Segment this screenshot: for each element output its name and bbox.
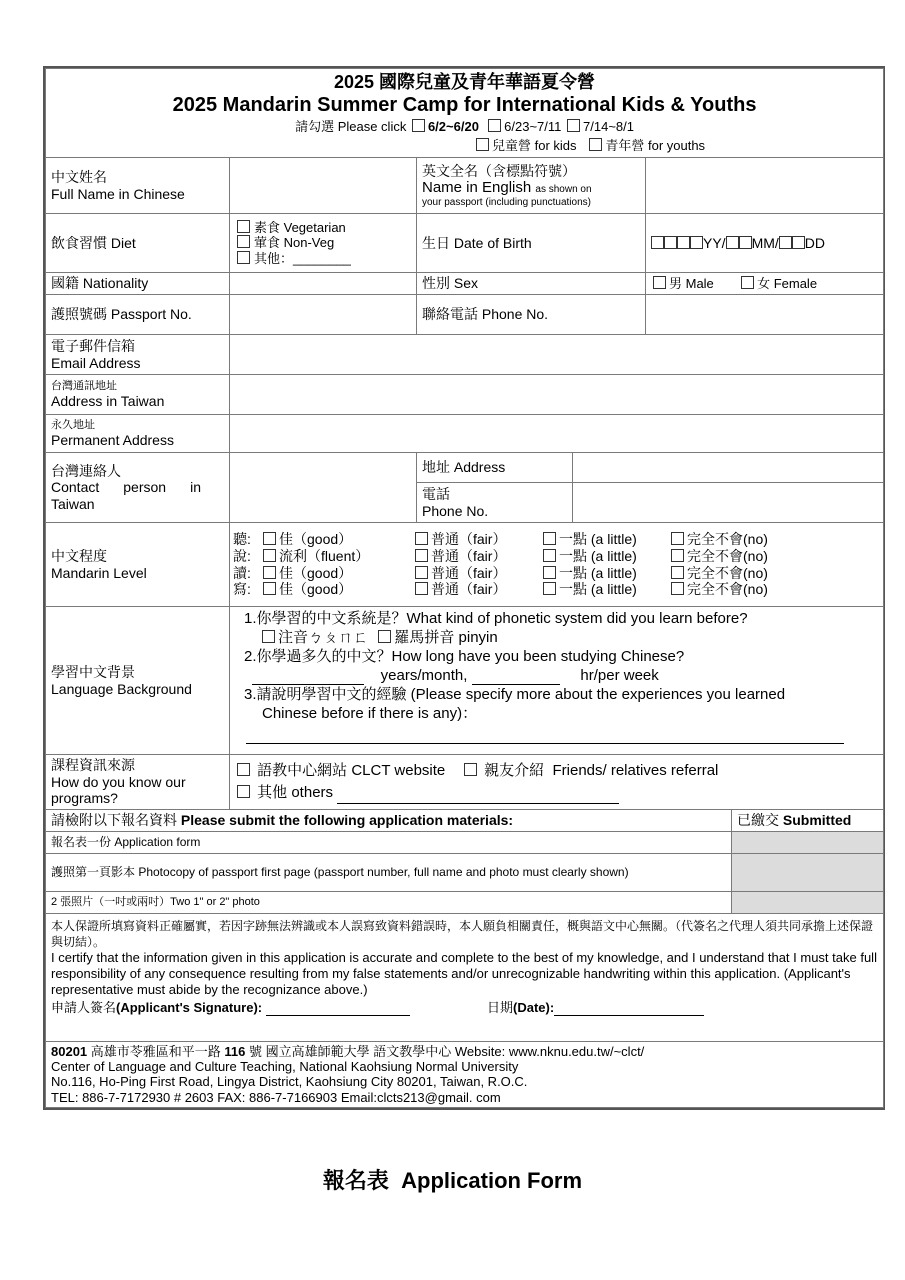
email-label (46, 335, 230, 375)
contact-label-zh: 台灣連絡人 (51, 462, 121, 479)
clct-website-label: 語教中心網站 CLCT website (257, 761, 446, 779)
application-form (43, 66, 885, 1110)
bottom-title (0, 1164, 905, 1195)
name-zh-label-zh: 中文姓名 (51, 168, 107, 185)
level-option: 完全不會(no) (687, 564, 768, 581)
name-en-note2: your passport (including punctuations) (422, 196, 591, 208)
level-label-en: Mandarin Level (51, 564, 147, 581)
level-option: 一點 (a little) (559, 547, 637, 564)
level-skill: 讀: (233, 564, 251, 581)
zhuyin-checkbox[interactable] (262, 630, 275, 643)
level-option: 流利（fluent） (279, 547, 370, 564)
passport-field[interactable] (230, 295, 417, 335)
form-table (45, 68, 884, 1108)
materials-header-en: Please submit the following application materials: (180, 811, 514, 828)
question-3: 3.請說明學習中文的經驗 (Please specify more about the experiences you learned (244, 686, 786, 703)
name-zh-field[interactable] (230, 158, 417, 214)
material-item-1: 報名表一份 Application form (46, 831, 732, 853)
signature-field[interactable] (266, 1015, 410, 1016)
name-zh-label (46, 158, 230, 214)
footer-line-3: No.116, Ho-Ping First Road, Lingya District, Kaohsiung City 80201, Taiwan, R.O.C. (51, 1074, 528, 1090)
title-zh: 2025 國際兒童及青年華語夏令營 (334, 72, 596, 92)
click-label: 請勾選 Please click (295, 119, 407, 134)
name-en-label (417, 158, 646, 214)
background-label (46, 607, 230, 755)
question-1: 1.你學習的中文系統是？What kind of phonetic system did you learn before? (244, 610, 748, 627)
material-item-1-submitted[interactable] (732, 831, 884, 853)
level-checkbox[interactable] (263, 549, 276, 562)
level-checkbox[interactable] (415, 549, 428, 562)
pinyin-checkbox[interactable] (378, 630, 391, 643)
experience-line[interactable] (246, 741, 844, 744)
level-skill: 聽: (233, 531, 251, 548)
question-2: 2.你學過多久的中文？How long have you been studying Chinese? (244, 648, 685, 665)
male-label: 男 Male (669, 275, 714, 291)
email-field[interactable] (230, 335, 884, 375)
contact-name-field[interactable] (230, 453, 417, 523)
addr-tw-field[interactable] (230, 375, 884, 415)
male-checkbox[interactable] (653, 276, 666, 289)
session1-checkbox[interactable] (412, 119, 425, 132)
submitted-en: Submitted (782, 811, 852, 828)
background-questions (230, 607, 884, 755)
dob-field[interactable] (646, 214, 884, 273)
name-en-note: as shown on (535, 184, 592, 196)
phone-label: 聯絡電話 Phone No. (417, 295, 646, 335)
question-3-cont: Chinese before if there is any)： (262, 705, 478, 722)
submitted-header (732, 809, 884, 831)
session-selector (51, 117, 878, 136)
contact-phone-label (417, 483, 573, 523)
youth-label: 青年營 for youths (605, 138, 706, 153)
addr-tw-label-en: Address in Taiwan (51, 392, 165, 409)
name-en-label-en: Name in English (422, 179, 532, 197)
certify-zh: 本人保證所填寫資料正確屬實，若因字跡無法辨識或本人誤寫致資料錯誤時，本人願負相關責任，概與語文中心無關。（代簽名之代理人須共同承擔上述保證與切結）。 (51, 918, 874, 949)
phone-field[interactable] (646, 295, 884, 335)
submitted-zh: 已繳交 (737, 811, 779, 828)
level-checkbox[interactable] (263, 582, 276, 595)
level-checkbox[interactable] (543, 566, 556, 579)
source-label (46, 755, 230, 810)
dob-dd: DD (804, 234, 826, 251)
other-source-field[interactable] (337, 803, 619, 804)
hours-label: hr/per week (580, 667, 659, 684)
nationality-label: 國籍 Nationality (46, 273, 230, 295)
addr-tw-label (46, 375, 230, 415)
footer-zip: 80201 (51, 1043, 88, 1059)
level-checkbox[interactable] (671, 582, 684, 595)
level-option: 完全不會(no) (687, 581, 768, 598)
level-option: 佳（good） (279, 581, 353, 598)
materials-header-zh: 請檢附以下報名資料 (51, 811, 177, 828)
referral-label-en: Friends/ relatives referral (552, 761, 719, 779)
name-en-field[interactable] (646, 158, 884, 214)
other-source-label: 其他 others (257, 783, 334, 801)
date-label-zh: 日期 (487, 999, 514, 1015)
title-en: 2025 Mandarin Summer Camp for International Kids & Youths (172, 94, 757, 116)
level-skill: 說: (233, 547, 251, 564)
date-field[interactable] (554, 1015, 704, 1016)
addr-perm-label (46, 415, 230, 453)
sex-label: 性別 Sex (417, 273, 646, 295)
material-item-2: 護照第一頁影本 Photocopy of passport first page (passport number, full name and photo must clearly shown) (46, 853, 732, 891)
years-label: years/month, (380, 667, 468, 684)
kids-label: 兒童營 for kids (492, 138, 577, 153)
level-checkbox[interactable] (671, 549, 684, 562)
material-item-2-submitted[interactable] (732, 853, 884, 891)
background-label-zh: 學習中文背景 (51, 663, 135, 680)
material-item-3: 2 張照片（一吋或兩吋）Two 1" or 2" photo (46, 891, 732, 913)
clct-website-checkbox[interactable] (237, 763, 250, 776)
certify-en: I certify that the information given in this application is accurate and complete to the best of my knowledge, and I understand that I must take full responsibility of any consequence resulting from my false statements and/or unrecognizable handwriting within this application. (Applicant's representative must abide by the recognizance above.) (51, 949, 877, 997)
level-option: 普通（fair） (431, 581, 507, 598)
level-option: 完全不會(no) (687, 531, 768, 548)
footer-line-2: Center of Language and Culture Teaching, National Kaohsiung Normal University (51, 1058, 519, 1074)
level-checkbox[interactable] (415, 532, 428, 545)
referral-checkbox[interactable] (464, 763, 477, 776)
source-options (230, 755, 884, 810)
level-label (46, 523, 230, 607)
level-option: 一點 (a little) (559, 531, 637, 548)
diet-label: 飲食習慣 Diet (46, 214, 230, 273)
kids-checkbox[interactable] (476, 138, 489, 151)
footer-addr-a: 高雄市苓雅區和平一路 (90, 1043, 221, 1059)
other-diet-label: 其他：________ (254, 250, 351, 266)
level-checkbox[interactable] (543, 582, 556, 595)
other-source-checkbox[interactable] (237, 785, 250, 798)
name-en-label-zh: 英文全名（含標點符號） (422, 162, 576, 179)
level-option: 佳（good） (279, 531, 353, 548)
addr-tw-label-zh: 台灣通訊地址 (51, 379, 117, 392)
bottom-title-en: Application Form (401, 1168, 583, 1193)
level-checkbox[interactable] (263, 566, 276, 579)
footer-number: 116 (224, 1043, 246, 1059)
bottom-title-zh: 報名表 (322, 1168, 389, 1193)
source-label-zh: 課程資訊來源 (51, 757, 135, 773)
contact-phone-field[interactable] (573, 483, 884, 523)
diet-options (230, 214, 417, 273)
level-checkbox[interactable] (263, 532, 276, 545)
level-checkbox[interactable] (543, 532, 556, 545)
contact-phone-label-en: Phone No. (422, 502, 489, 519)
source-label-en: How do you know our programs? (51, 773, 186, 807)
vegetarian-label: 素食 Vegetarian (254, 220, 346, 235)
female-checkbox[interactable] (741, 276, 754, 289)
level-option: 完全不會(no) (687, 547, 768, 564)
level-skill: 寫: (233, 581, 251, 598)
youth-checkbox[interactable] (589, 138, 602, 151)
session1-label: 6/2~6/20 (427, 119, 479, 134)
nationality-field[interactable] (230, 273, 417, 295)
name-zh-label-en: Full Name in Chinese (51, 185, 185, 202)
level-option: 普通（fair） (431, 547, 507, 564)
addr-perm-field[interactable] (230, 415, 884, 453)
contact-addr-label: 地址 Address (417, 453, 573, 483)
female-label: 女 Female (757, 275, 818, 291)
material-item-3-submitted[interactable] (732, 891, 884, 913)
level-options (230, 523, 884, 607)
level-label-zh: 中文程度 (51, 547, 107, 564)
referral-label-zh: 親友介紹 (484, 761, 545, 779)
contact-phone-label-zh: 電話 (422, 485, 450, 502)
other-diet-checkbox[interactable] (237, 251, 250, 264)
addr-perm-label-zh: 永久地址 (51, 418, 95, 431)
level-option: 一點 (a little) (559, 564, 637, 581)
contact-addr-field[interactable] (573, 453, 884, 483)
materials-header (46, 809, 732, 831)
session3-label: 7/14~8/1 (583, 119, 634, 134)
dob-yy: YY/ (703, 234, 726, 251)
level-option: 佳（good） (279, 564, 353, 581)
passport-label: 護照號碼 Passport No. (46, 295, 230, 335)
sex-options (646, 273, 884, 295)
contact-footer (46, 1041, 884, 1107)
sig-label-zh: 申請人簽名 (51, 999, 117, 1015)
level-checkbox[interactable] (415, 582, 428, 595)
email-label-en: Email Address (51, 354, 141, 371)
pinyin-label: 羅馬拼音 pinyin (394, 629, 498, 646)
level-checkbox[interactable] (671, 566, 684, 579)
footer-line-4: TEL: 886-7-7172930 # 2603 FAX: 886-7-7166903 Email:clcts213@gmail. com (51, 1089, 501, 1105)
date-label-en: (Date): (513, 999, 555, 1015)
form-header (46, 69, 884, 158)
background-label-en: Language Background (51, 680, 192, 697)
certification (46, 913, 884, 1041)
dob-label: 生日 Date of Birth (417, 214, 646, 273)
contact-label (46, 453, 230, 523)
camp-type-selector (51, 136, 878, 155)
level-option: 一點 (a little) (559, 581, 637, 598)
email-label-zh: 電子郵件信箱 (51, 337, 135, 354)
level-option: 普通（fair） (431, 531, 507, 548)
level-row-listening (233, 531, 883, 548)
footer-addr-b: 號 國立高雄師範大學 語文教學中心 Website: www.nknu.edu.tw/~clct/ (249, 1043, 645, 1059)
nonveg-label: 葷食 Non-Veg (254, 235, 335, 251)
sig-label-en: (Applicant's Signature): (116, 999, 263, 1015)
level-row-speaking (233, 548, 883, 565)
nonveg-checkbox[interactable] (237, 235, 250, 248)
level-checkbox[interactable] (415, 566, 428, 579)
session2-checkbox[interactable] (488, 119, 501, 132)
contact-label-en: Contact person in Taiwan (51, 479, 201, 512)
zhuyin-label: 注音ㄅㄆㄇㄈ (278, 629, 369, 646)
dob-mm: MM/ (751, 234, 779, 251)
level-row-reading (233, 565, 883, 582)
session2-label: 6/23~7/11 (504, 119, 562, 134)
session3-checkbox[interactable] (567, 119, 580, 132)
addr-perm-label-en: Permanent Address (51, 431, 174, 448)
level-checkbox[interactable] (671, 532, 684, 545)
level-checkbox[interactable] (543, 549, 556, 562)
vegetarian-checkbox[interactable] (237, 220, 250, 233)
level-option: 普通（fair） (431, 564, 507, 581)
level-row-writing (233, 581, 883, 598)
